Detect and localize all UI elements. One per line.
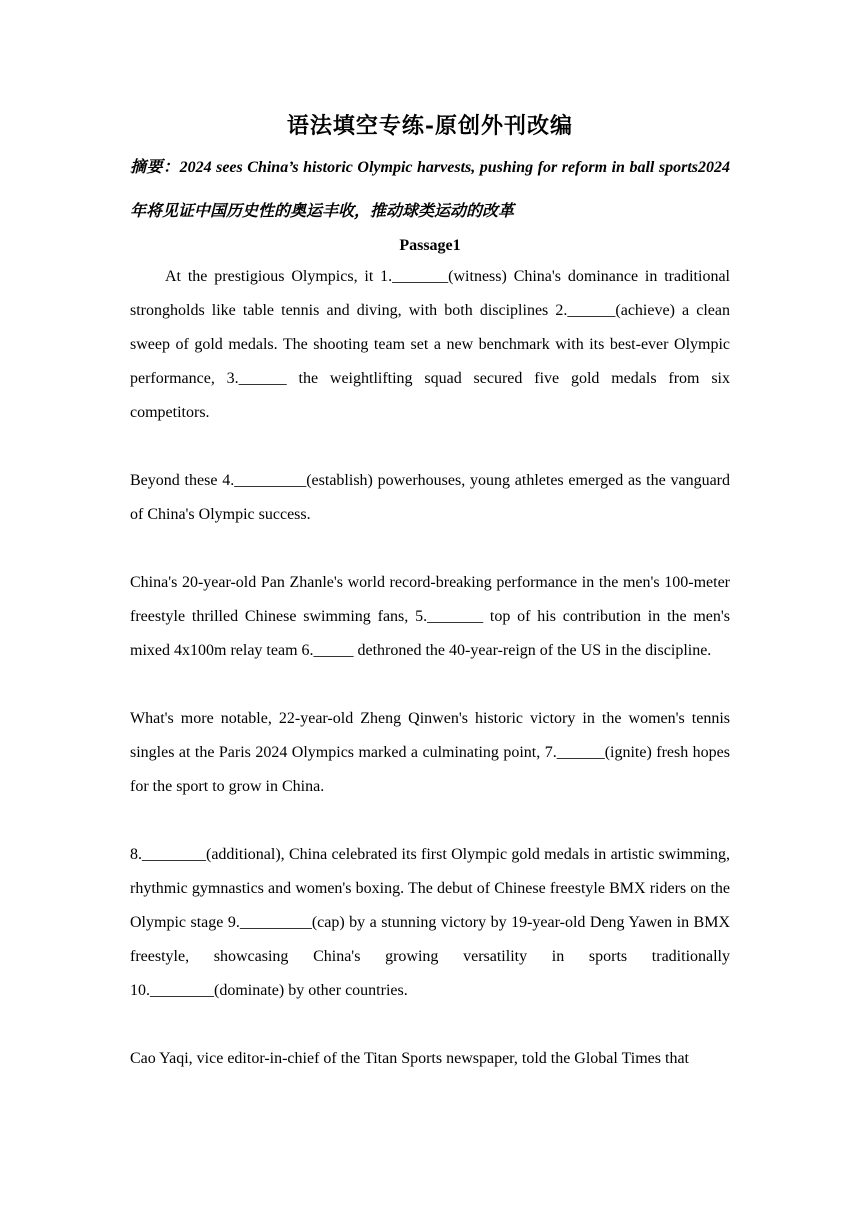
passage-heading: Passage1: [399, 237, 461, 254]
paragraph-spacer: [130, 532, 730, 566]
paragraph-1: At the prestigious Olympics, it 1._______(witness) China's dominance in traditional strongholds like table tennis and diving, with both disciplines 2.______(achieve) a clean sweep of gold medals. The shooting team set a new benchmark with its best-ever Olympic performance, 3.______ the weightlifting squad secured five gold medals from six competitors.: [130, 268, 730, 421]
paragraph-6: Cao Yaqi, vice editor-in-chief of the Titan Sports newspaper, told the Global Times that: [130, 1050, 689, 1067]
paragraph-3: China's 20-year-old Pan Zhanle's world record-breaking performance in the men's 100-meter freestyle thrilled Chinese swimming fans, 5._______ top of his contribution in the men's mixed 4x100m relay team 6._____ dethroned the 40-year-reign of the US in the discipline.: [130, 574, 730, 659]
paragraph-spacer: [130, 804, 730, 838]
paragraph-4: What's more notable, 22-year-old Zheng Qinwen's historic victory in the women's tennis singles at the Paris 2024 Olympics marked a culminating point, 7.______(ignite) fresh hopes for the sport to grow in China.: [130, 710, 730, 795]
paragraph-spacer: [130, 668, 730, 702]
document-body: [130, 106, 730, 1076]
paragraph-spacer: [130, 430, 730, 464]
paragraph-spacer: [130, 1008, 730, 1042]
paragraph-5: 8.________(additional), China celebrated its first Olympic gold medals in artistic swimming, rhythmic gymnastics and women's boxing. The debut of Chinese freestyle BMX riders on the Olympic stage 9._________(cap) by a stunning victory by 19-year-old Deng Yawen in BMX freestyle, showcasing China's growing versatility in sports traditionally 10.________(dominate) by other countries.: [130, 846, 730, 999]
paragraph-2: Beyond these 4._________(establish) powerhouses, young athletes emerged as the vanguard of China's Olympic success.: [130, 472, 730, 523]
document-title: 语法填空专练-原创外刊改编: [286, 113, 574, 139]
abstract: 摘要：2024 sees China’s historic Olympic harvests, pushing for reform in ball sports2024 年将见证中国历史性的奥运丰收，推动球类运动的改革: [130, 159, 730, 220]
